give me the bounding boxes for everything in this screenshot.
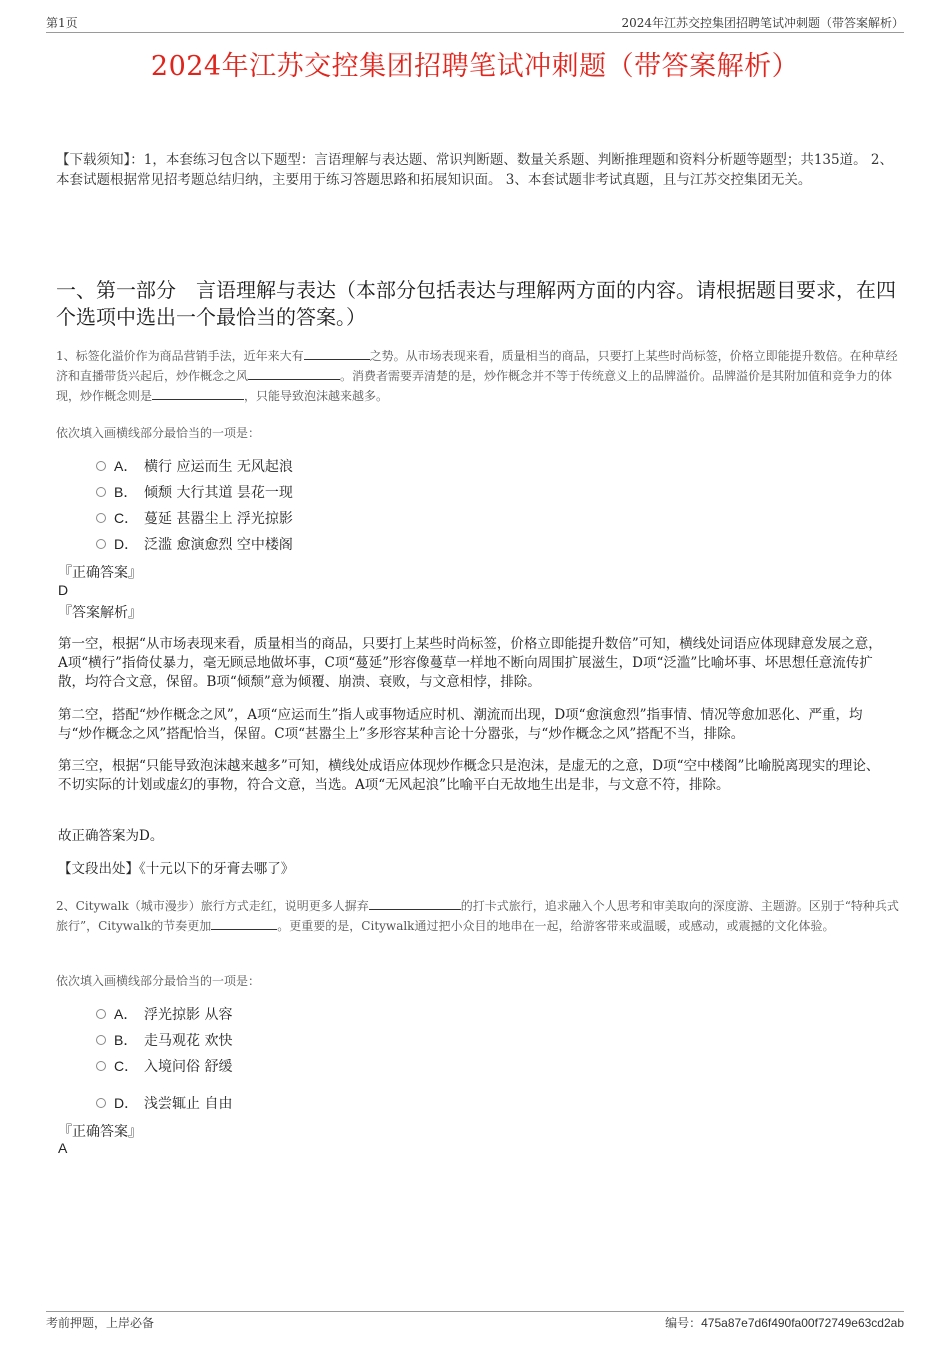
radio-icon[interactable]	[96, 1098, 106, 1108]
q1-analysis-label: 『答案解析』	[58, 605, 142, 621]
radio-icon[interactable]	[96, 539, 106, 549]
q1-analysis-conclusion: 故正确答案为D。	[58, 828, 164, 844]
blank-2	[248, 367, 340, 380]
q2-option-a[interactable]: A． 浮光掠影 从容	[96, 1004, 232, 1024]
q2-option-b[interactable]: B． 走马观花 欢快	[96, 1030, 232, 1050]
q1-source: 【文段出处】《十元以下的牙膏去哪了》	[58, 861, 295, 877]
radio-icon[interactable]	[96, 1009, 106, 1019]
question-1-instruction: 依次填入画横线部分最恰当的一项是：	[56, 426, 261, 440]
blank-1	[369, 897, 461, 910]
q2-answer: A	[58, 1140, 68, 1156]
q1-analysis-paragraph-3: 第三空，根据“只能导致泡沫越来越多”可知，横线处成语应体现炒作概念只是泡沫，是虚无的之意，D项“空中楼阁”比喻脱离现实的理论、不切实际的计划或虚幻的事物，符合文意，当选。A项“无风起浪”比喻平白无故地生出是非，与文意不符，排除。	[58, 758, 880, 793]
radio-icon[interactable]	[96, 1061, 106, 1071]
footer-code: 编号：475a87e7d6f490fa00f72749e63cd2ab	[665, 1316, 904, 1330]
q2-option-c[interactable]: C． 入境问俗 舒缓	[96, 1056, 232, 1076]
question-2-instruction: 依次填入画横线部分最恰当的一项是：	[56, 974, 261, 988]
blank-3	[152, 387, 244, 400]
page-title: 2024年江苏交控集团招聘笔试冲刺题（带答案解析）	[150, 51, 800, 82]
q2-answer-label: 『正确答案』	[58, 1124, 142, 1140]
header-divider	[46, 32, 904, 33]
q1-option-d[interactable]: D． 泛滥 愈演愈烈 空中楼阁	[96, 534, 293, 554]
q1-option-b[interactable]: B． 倾颓 大行其道 昙花一现	[96, 482, 293, 502]
radio-icon[interactable]	[96, 461, 106, 471]
blank-1	[304, 347, 370, 360]
question-2-stem: 2、Citywalk（城市漫步）旅行方式走红，说明更多人摒弃 的打卡式旅行，追求融入个人思考和审美取向的深度游、主题游。区别于“特种兵式旅行”，Citywalk的节奏更加 。更重要的是，Citywalk通过把小众目的地串在一起，给游客带来或温暖，或感动，或震撼的文化体验。	[56, 899, 899, 933]
footer-slogan: 考前押题，上岸必备	[46, 1316, 155, 1330]
q1-answer-label: 『正确答案』	[58, 565, 142, 581]
section-heading: 一、第一部分 言语理解与表达（本部分包括表达与理解两方面的内容。请根据题目要求，在四个选项中选出一个最恰当的答案。）	[56, 278, 896, 329]
q1-option-a[interactable]: A． 横行 应运而生 无风起浪	[96, 456, 293, 476]
q1-analysis-paragraph-1: 第一空，根据“从市场表现来看，质量相当的商品，只要打上某些时尚标签，价格立即能提升数倍”可知，横线处词语应体现肆意发展之意，A项“横行”指倚仗暴力，毫无顾忌地做坏事，C项“蔓延”形容像蔓草一样地不断向周围扩展滋生，D项“泛滥”比喻坏事、坏思想任意流传扩散，均符合文意，保留。B项“倾颓”意为倾覆、崩溃、衰败，与文意相悖，排除。	[58, 636, 882, 690]
q1-answer: D	[58, 582, 69, 598]
question-1-stem: 1、标签化溢价作为商品营销手法，近年来大有 之势。从市场表现来看，质量相当的商品，只要打上某些时尚标签，价格立即能提升数倍。在种草经济和直播带货兴起后，炒作概念之风 。消费者需要弄清楚的是，炒作概念并不等于传统意义上的品牌溢价。品牌溢价是其附加值和竞争力的体现，炒作概念则是 ，只能导致泡沫越来越多。	[56, 349, 898, 403]
q1-option-c[interactable]: C． 蔓延 甚嚣尘上 浮光掠影	[96, 508, 293, 528]
radio-icon[interactable]	[96, 1035, 106, 1045]
radio-icon[interactable]	[96, 513, 106, 523]
footer-divider	[46, 1311, 904, 1312]
page-number: 第1页	[46, 16, 78, 30]
q2-option-d[interactable]: D． 浅尝辄止 自由	[96, 1093, 232, 1113]
header-doc-title: 2024年江苏交控集团招聘笔试冲刺题（带答案解析）	[621, 16, 904, 30]
blank-2	[211, 917, 277, 930]
download-notice: 【下载须知】：1，本套练习包含以下题型：言语理解与表达题、常识判断题、数量关系题、判断推理题和资料分析题等题型；共135道。 2、本套试题根据常见招考题总结归纳，主要用于练习答题思路和拓展知识面。 3、本套试题非考试真题，且与江苏交控集团无关。	[56, 152, 893, 188]
radio-icon[interactable]	[96, 487, 106, 497]
q1-analysis-paragraph-2: 第二空，搭配“炒作概念之风”，A项“应运而生”指人或事物适应时机、潮流而出现，D项“愈演愈烈”指事情、情况等愈加恶化、严重，均与“炒作概念之风”搭配恰当，保留。C项“甚嚣尘上”多形容某种言论十分嚣张，与“炒作概念之风”搭配不当，排除。	[58, 707, 863, 742]
